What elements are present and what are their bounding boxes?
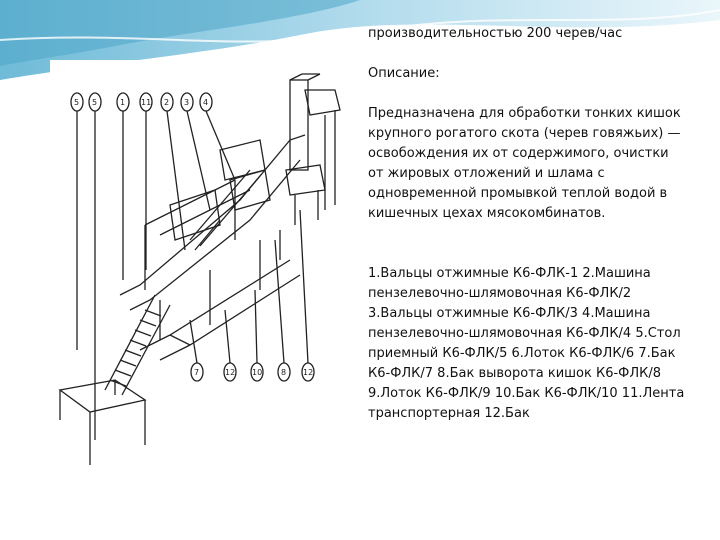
- description-text: Предназначена для обработки тонких кишок крупного рогатого скота (черев говяжьих) — освобождения их от содержимого, очистки от жировых отложений и шлама с одновременной промывкой теплой водой в кишечных цехах мясокомбинатов.: [368, 106, 681, 221]
- callout-label: 11: [141, 98, 152, 107]
- callout-label: 4: [203, 98, 209, 107]
- callout-label: 7: [194, 368, 200, 377]
- description-heading: Описание:: [368, 66, 440, 81]
- callout-label: 10: [252, 368, 263, 377]
- callout-label: 8: [281, 368, 287, 377]
- callout-label: 3: [184, 98, 190, 107]
- callout-label: 12: [225, 368, 236, 377]
- parts-legend: 1.Вальцы отжимные К6-ФЛК-1 2.Машина пензелевочно-шлямовочная К6-ФЛК/2 3.Вальцы отжимные К6-ФЛК/3 4.Машина пензелевочно-шлямовочная К6-ФЛК/4 5.Стол приемный К6-ФЛК/5 6.Лоток К6-ФЛК/6 7.Бак К6-ФЛК/7 8.Бак выворота кишок К6-ФЛК/8 9.Лоток К6-ФЛК/9 10.Бак К6-ФЛК/10 11.Лента транспортерная 12.Бак: [368, 266, 685, 421]
- callout-label: 5: [92, 98, 98, 107]
- capacity-line: производительностью 200 черев/час: [368, 26, 623, 41]
- callout-label: 5: [74, 98, 80, 107]
- callout-label: 1: [120, 98, 126, 107]
- callout-label: 2: [164, 98, 170, 107]
- equipment-schematic: [50, 60, 345, 478]
- equipment-drawing: [50, 60, 345, 478]
- slide-text: [368, 24, 688, 424]
- callout-label: 12: [303, 368, 314, 377]
